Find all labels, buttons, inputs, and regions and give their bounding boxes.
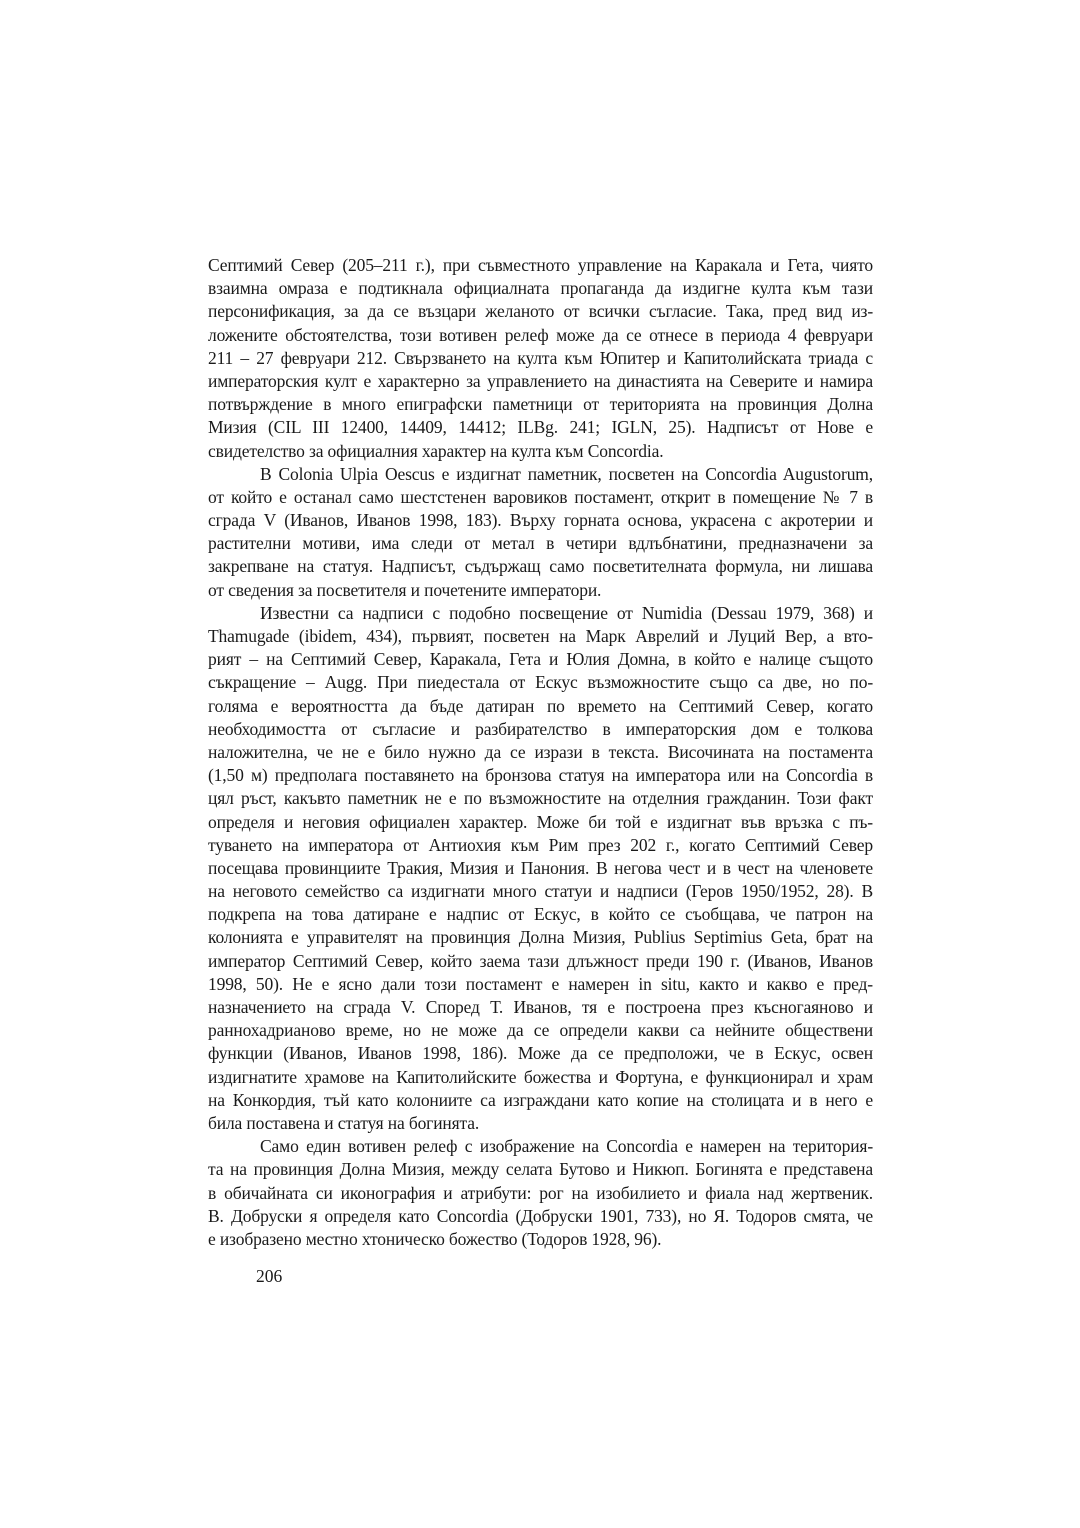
text-line: Thamugade (ibidem, 434), първият, посветен на Марк Аврелий и Луций Вер, а вто- (208, 626, 873, 646)
text-line: определя и неговия официален характер. Може би той е издигнат във връзка с пъ- (208, 811, 873, 832)
text-line: рият – на Септимий Север, Каракала, Гета и Юлия Домна, в който е налице същото (208, 649, 873, 670)
text-line: Само един вотивен релеф с изображение на Concordia е намерен на територия- (260, 1136, 873, 1157)
text-line: издигнатите храмове на Капитолийските божества и Фортуна, е функционирал и храм (208, 1066, 873, 1087)
text-line: ложените обстоятелства, този вотивен релеф може да се отнесе в периода 4 февруари (208, 324, 873, 345)
paragraph-3 (208, 602, 873, 1135)
text-line: В. Добруски я определя като Concordia (Добруски 1901, 733), но Я. Тодоров смята, че (208, 1205, 873, 1226)
text-line: съкращение – Augg. При пиедестала от Ескус възможностите също са две, но по- (208, 672, 873, 693)
text-line: подкрепа на това датиране е надпис от Ескус, в който се съобщава, че патрон на (208, 904, 873, 925)
text-line: императорския култ е характерно за управлението на династията на Северите и намира (208, 370, 873, 391)
paragraph-4 (208, 1135, 873, 1251)
text-line: свидетелство за официалния характер на култа към Concordia. (208, 440, 664, 461)
text-line: растителни мотиви, има следи от метал в четири вдлъбнатини, предназначени за (208, 533, 873, 554)
paragraph-1 (208, 254, 873, 463)
text-line: е изобразено местно хтоническо божество (Тодоров 1928, 96). (208, 1228, 662, 1249)
text-line: 1998, 50). Не е ясно дали този постамент е намерен in situ, както и какво е пред- (208, 973, 873, 994)
text-line: Мизия (CIL III 12400, 14409, 14412; ILBg. 241; IGLN, 25). Надписът от Нове е (208, 417, 873, 438)
text-line: функции (Иванов, Иванов 1998, 186). Може да се предположи, че в Ескус, освен (208, 1043, 873, 1064)
text-line: колонията е управителят на провинция Долна Мизия, Publius Septimius Geta, брат на (208, 927, 873, 948)
body-text (208, 254, 873, 1251)
text-line: на неговото семейство са издигнати много статуи и надписи (Геров 1950/1952, 28). В (208, 881, 873, 902)
text-line: взаимна омраза е подтикнала официалната пропаганда да издигне култа към тази (208, 278, 873, 299)
text-line: потвърждение в много епиграфски паметници от територията на провинция Долна (208, 394, 873, 415)
text-line: от който е останал само шестстенен варовиков постамент, открит в помещение № 7 в (208, 486, 873, 507)
text-line: посещава провинциите Тракия, Мизия и Панония. В негова чест и в чест на членовете (208, 857, 873, 878)
text-line: от сведения за посветителя и почетените императори. (208, 579, 602, 600)
text-line: цял ръст, какъвто паметник не е по възможностите на отделния гражданин. Този факт (208, 788, 873, 809)
text-line: сграда V (Иванов, Иванов 1998, 183). Върху горната основа, украсена с акротерии и (208, 510, 873, 531)
text-line: персонификация, за да се възцари желаното от всички съгласие. Така, пред вид из- (208, 301, 873, 322)
text-line: в обичайната си иконография и атрибути: рог на изобилието и фиала над жертвеник. (208, 1182, 873, 1203)
text-line: туването на императора от Антиохия към Рим през 202 г., когато Септимий Север (208, 834, 873, 855)
text-line: (1,50 м) предполага поставянето на бронзова статуя на императора или на Concordia в (208, 765, 873, 786)
text-line: 211 – 27 февруари 212. Свързването на култа към Юпитер и Капитолийската триада с (208, 347, 873, 368)
text-line: голяма е вероятността да бъде датиран по времето на Септимий Север, когато (208, 695, 873, 716)
text-line: В Colonia Ulpia Oescus е издигнат паметник, посветен на Concordia Augustorum, (260, 463, 873, 484)
text-line: била поставена и статуя на богинята. (208, 1112, 480, 1133)
text-line: необходимостта от съгласие и разбирателство в императорския дом е толкова (208, 718, 873, 739)
text-line: император Септимий Север, който заема тази длъжност преди 190 г. (Иванов, Иванов (208, 950, 873, 971)
text-line: Известни са надписи с подобно посвещение от Numidia (Dessau 1979, 368) и (260, 602, 873, 623)
page-number: 206 (256, 1266, 283, 1286)
text-line: раннохадрианово време, но не може да се определи какви са нейните обществени (208, 1020, 873, 1041)
paragraph-2 (208, 463, 873, 602)
text-line: на Конкордия, тъй като колониите са изграждани като копие на столицата и в него е (208, 1089, 873, 1110)
text-line: Септимий Север (205–211 г.), при съвместното управление на Каракала и Гета, чиято (208, 255, 873, 275)
text-line: закрепване на статуя. Надписът, съдържащ само посветителната формула, ни лишава (208, 556, 873, 577)
text-line: назначението на сграда V. Според Т. Иванов, тя е построена през късногаяново и (208, 997, 873, 1017)
text-line: наложителна, че не е било нужно да се изрази в текста. Височината на постамента (208, 741, 873, 762)
text-line: та на провинция Долна Мизия, между селата Бутово и Никюп. Богинята е представена (208, 1159, 873, 1180)
